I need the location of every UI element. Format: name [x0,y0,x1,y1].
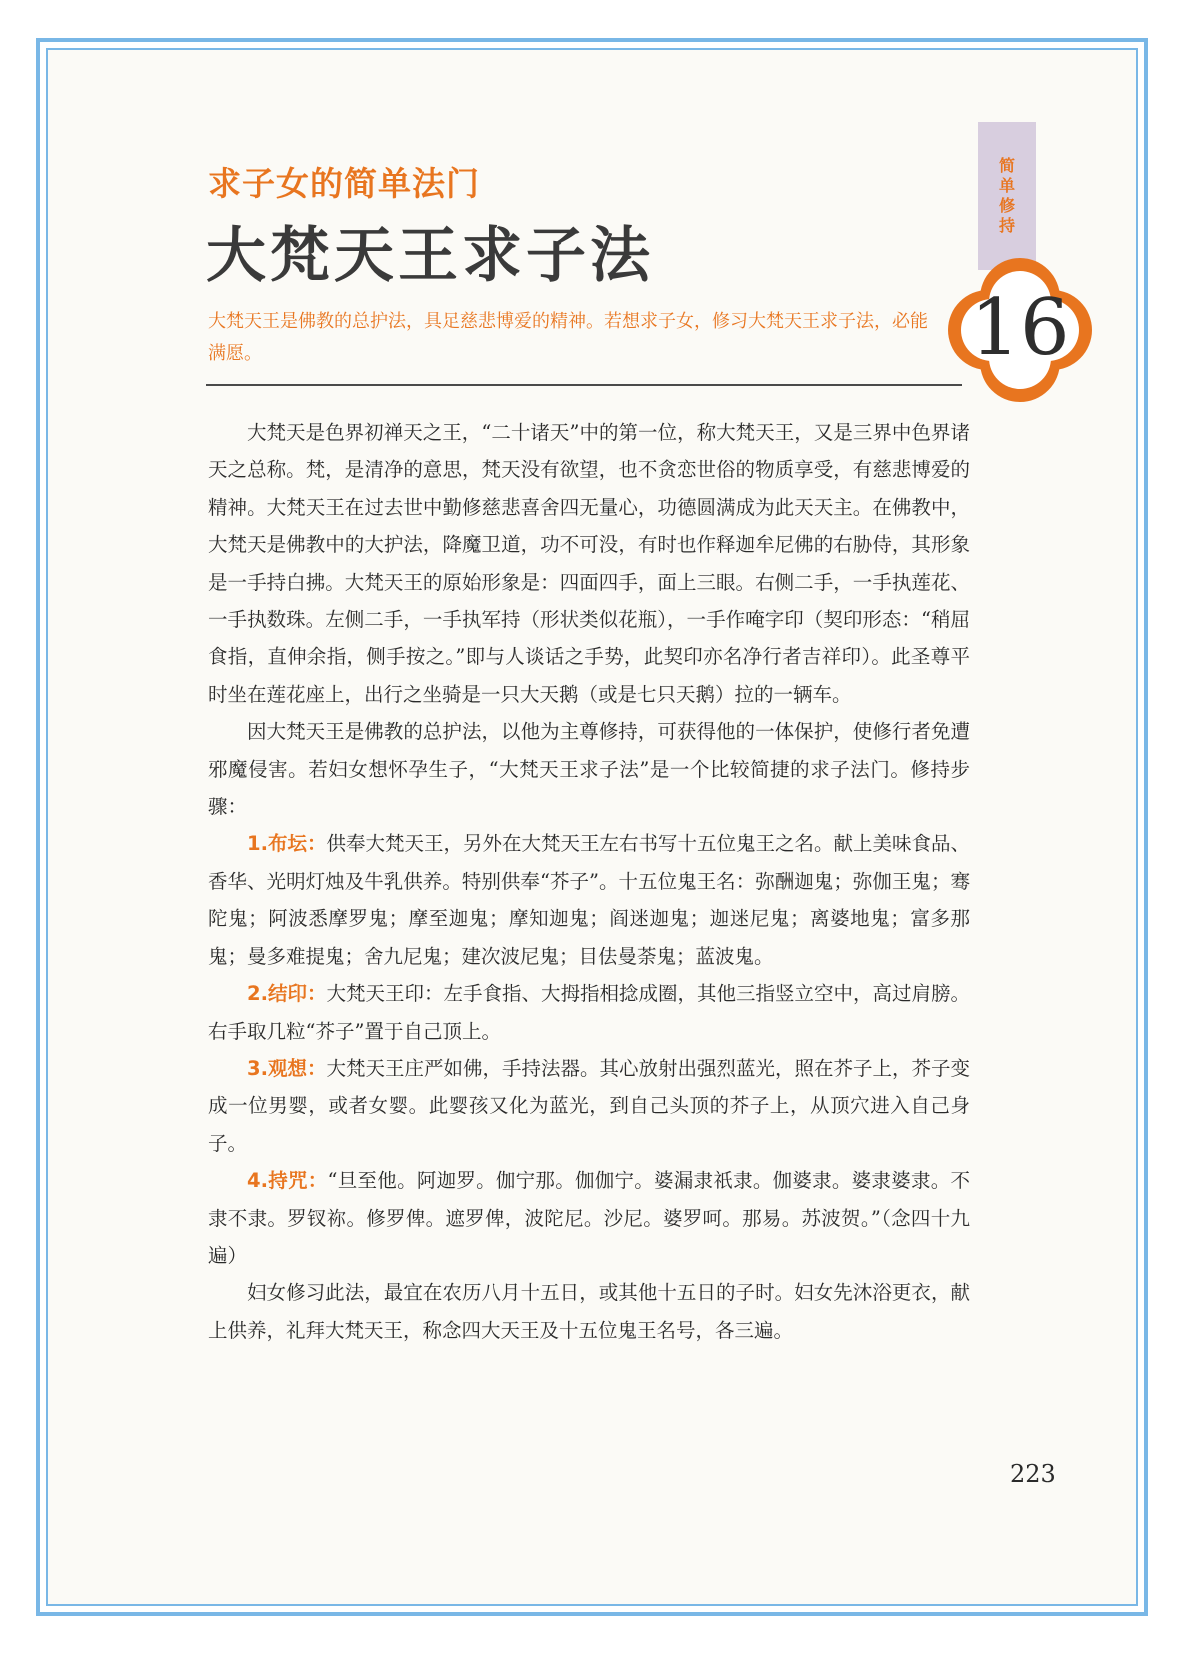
intro-text: 大梵天王是佛教的总护法，具足慈悲博爱的精神。若想求子女，修习大梵天王求子法，必能满愿。 [208,311,928,364]
paragraph: 妇女修习此法，最宜在农历八月十五日，或其他十五日的子时。妇女先沐浴更衣，献上供养，礼拜大梵天王，称念四大天王及十五位鬼王名号，各三遍。 [208,1281,970,1342]
step-text: 大梵天王庄严如佛，手持法器。其心放射出强烈蓝光，照在芥子上，芥子变成一位男婴，或者女婴。此婴孩又化为蓝光，到自己头顶的芥子上，从顶穴进入自己身子。 [208,1056,970,1155]
step-text: 大梵天王印：左手食指、大拇指相捻成圈，其他三指竖立空中，高过肩膀。右手取几粒“芥子”置于自己顶上。 [208,982,970,1043]
step-label: 2.结印： [247,982,327,1006]
side-tab-label [978,156,1036,236]
step-paragraph [208,975,970,1050]
step-label: 3.观想： [247,1056,327,1080]
chapter-number: 16 [970,283,1070,373]
paragraph: 因大梵天王是佛教的总护法，以他为主尊修持，可获得他的一体保护，使修行者免遭邪魔侵害。若妇女想怀孕生子，“大梵天王求子法”是一个比较简捷的求子法门。修持步骤： [208,720,970,819]
step-text: “旦至他。阿迦罗。伽宁那。伽伽宁。婆漏隶祇隶。伽婆隶。婆隶婆隶。不隶不隶。罗钗祢。修罗俾。遮罗俾，波陀尼。沙尼。婆罗呵。那易。苏波贺。”（念四十九遍） [208,1169,970,1267]
paragraph: 大梵天是色界初禅天之王，“二十诸天”中的第一位，称大梵天王，又是三界中色界诸天之总称。梵，是清净的意思，梵天没有欲望，也不贪恋世俗的物质享受，有慈悲博爱的精神。大梵天王在过去世中勤修慈悲喜舍四无量心，功德圆满成为此天天主。在佛教中，大梵天是佛教中的大护法，降魔卫道，功不可没，有时也作释迦牟尼佛的右胁侍，其形象是一手持白拂。大梵天王的原始形象是：四面四手，面上三眼。右侧二手，一手执莲花、一手执数珠。左侧二手，一手执军持（形状类似花瓶），一手作唵字印（契印形态：“稍屈食指，直伸余指，侧手按之。”即与人谈话之手势，此契印亦名净行者吉祥印）。此圣尊平时坐在莲花座上，出行之坐骑是一只大天鹅（或是七只天鹅）拉的一辆车。 [208,421,970,706]
body-text [208,414,970,1349]
step-paragraph [208,1050,970,1162]
step-label: 4.持咒： [247,1169,328,1193]
page-number: 223 [1010,1460,1056,1488]
step-paragraph [208,825,970,975]
divider [206,384,962,386]
chapter-badge [944,256,1096,404]
page-title: 大梵天王求子法 [206,221,654,291]
section-subtitle: 求子女的简单法门 [208,164,480,203]
step-paragraph [208,1162,970,1274]
step-label: 1.布坛： [247,832,327,856]
step-text: 供奉大梵天王，另外在大梵天王左右书写十五位鬼王之名。献上美味食品、香华、光明灯烛及牛乳供养。特别供奉“芥子”。十五位鬼王名：弥酬迦鬼；弥伽王鬼；骞陀鬼；阿波悉摩罗鬼；摩至迦鬼；摩知迦鬼；阎迷迦鬼；迦迷尼鬼；离婆地鬼；富多那鬼；曼多难提鬼；舍九尼鬼；建次波尼鬼；目佉曼荼鬼；蓝波鬼。 [208,832,970,968]
side-tab-text: 简单修持 [998,156,1015,235]
side-tab [978,122,1036,270]
